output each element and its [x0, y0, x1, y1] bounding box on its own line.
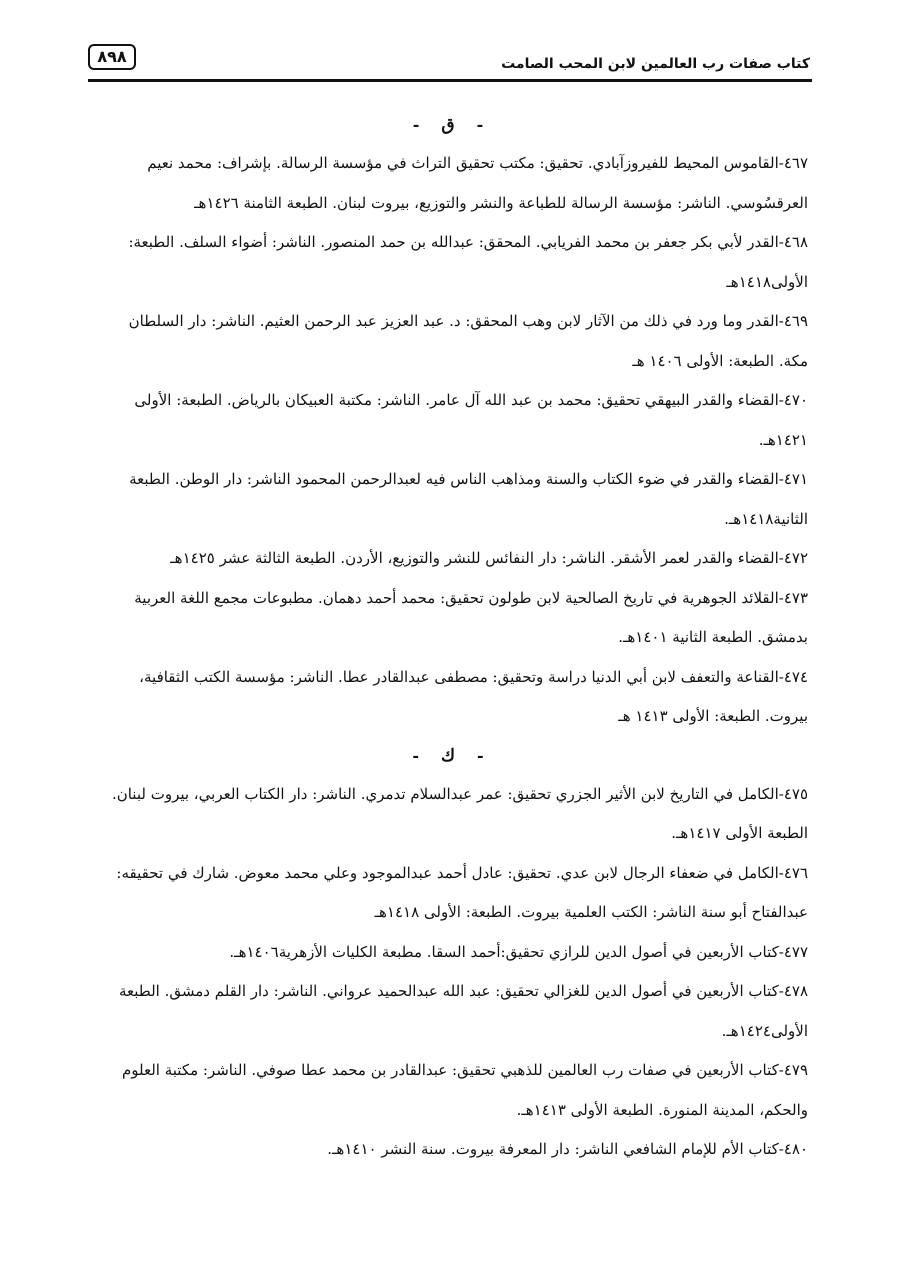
heading-dash: -: [412, 745, 419, 765]
reference-entry: [88, 223, 808, 302]
heading-dash: -: [476, 115, 484, 134]
reference-line-continued: بدمشق. الطبعة الثانية ١٤٠١هـ.: [618, 628, 808, 646]
bibliography-list: [88, 106, 808, 1170]
reference-line: ٤٨٠-كتاب الأم للإمام الشافعي الناشر: دار المعرفة بيروت. سنة النشر ١٤١٠هـ.: [327, 1140, 808, 1158]
reference-entry: [88, 658, 808, 737]
section-heading: [88, 737, 808, 775]
section-letter: ق: [441, 115, 455, 135]
reference-line-continued: بيروت. الطبعة: الأولى ١٤١٣ هـ: [618, 707, 808, 725]
reference-line-continued: الثانية١٤١٨هـ.: [724, 509, 808, 528]
section-letter: ك: [440, 745, 455, 766]
reference-line: ٤٧١-القضاء والقدر في ضوء الكتاب والسنة ومذاهب الناس فيه لعبدالرحمن المحمود الناشر: دار الوطن. الطبعة: [129, 470, 808, 488]
page-number: ٨٩٨: [88, 44, 136, 70]
reference-entry: [88, 854, 808, 933]
reference-line-continued: عبدالفتاح أبو سنة الناشر: الكتب العلمية بيروت. الطبعة: الأولى ١٤١٨هـ: [374, 903, 808, 921]
reference-line: ٤٦٩-القدر وما ورد في ذلك من الآثار لابن وهب المحقق: د. عبد العزيز عبد الرحمن العثيم. الناشر: دار السلطان: [128, 312, 808, 330]
reference-line: ٤٦٨-القدر لأبي بكر جعفر بن محمد الفريابي. المحقق: عبدالله بن حمد المنصور. الناشر: أضواء السلف. الطبعة:: [128, 233, 808, 251]
reference-line-continued: العرقسُوسي. الناشر: مؤسسة الرسالة للطباعة والنشر والتوزيع، بيروت لبنان. الطبعة الثامنة ١٤٢٦هـ: [194, 193, 808, 212]
reference-entry: [88, 775, 808, 854]
reference-entry: [88, 381, 808, 460]
reference-line: ٤٧٢-القضاء والقدر لعمر الأشقر. الناشر: دار النفائس للنشر والتوزيع، الأردن. الطبعة الثالثة عشر ١٤٢٥هـ: [170, 549, 808, 567]
reference-line: ٤٦٧-القاموس المحيط للفيروزآبادي. تحقيق: مكتب تحقيق التراث في مؤسسة الرسالة. بإشراف: محمد نعيم: [147, 154, 808, 172]
reference-line-continued: الأولى١٤١٨هـ: [726, 272, 808, 291]
reference-entry: [88, 144, 808, 223]
running-header: [88, 44, 812, 80]
reference-line-continued: والحكم، المدينة المنورة. الطبعة الأولى ١٤١٣هـ.: [516, 1100, 808, 1119]
section-heading: [88, 106, 808, 144]
reference-line: ٤٧٤-القناعة والتعفف لابن أبي الدنيا دراسة وتحقيق: مصطفى عبدالقادر عطا. الناشر: مؤسسة الكتب الثقافية،: [139, 667, 808, 686]
reference-line: ٤٧٥-الكامل في التاريخ لابن الأثير الجزري تحقيق: عمر عبدالسلام تدمري. الناشر: دار الكتاب العربي، بيروت لبنان.: [111, 784, 808, 803]
reference-line: ٤٧٠-القضاء والقدر البيهقي تحقيق: محمد بن عبد الله آل عامر. الناشر: مكتبة العبيكان بالرياض. الطبعة: الأولى: [134, 391, 808, 409]
reference-line: ٤٧٣-القلائد الجوهرية في تاريخ الصالحية لابن طولون تحقيق: محمد أحمد دهمان. مطبوعات مجمع اللغة العربية: [134, 588, 808, 607]
reference-line: ٤٧٨-كتاب الأربعين في أصول الدين للغزالي تحقيق: عبد الله عبدالحميد عرواني. الناشر: دار القلم دمشق. الطبعة: [118, 982, 808, 1000]
reference-entry: [88, 933, 808, 973]
reference-entry: [88, 579, 808, 658]
reference-line-continued: الطبعة الأولى ١٤١٧هـ.: [671, 824, 808, 842]
reference-line-continued: مكة. الطبعة: الأولى ١٤٠٦ هـ: [632, 351, 808, 370]
reference-line: ٤٧٦-الكامل في ضعفاء الرجال لابن عدي. تحقيق: عادل أحمد عبدالموجود وعلي محمد معوض. شارك في تحقيقه:: [116, 863, 808, 882]
header-divider: [88, 79, 812, 82]
reference-line: ٤٧٧-كتاب الأربعين في أصول الدين للرازي تحقيق:أحمد السقا. مطبعة الكليات الأزهرية١٤٠٦هـ.: [229, 942, 808, 961]
book-title: كتاب صفات رب العالمين لابن المحب الصامت: [501, 56, 810, 72]
reference-line-continued: الأولى١٤٢٤هـ.: [721, 1021, 808, 1040]
reference-entry: [88, 1130, 808, 1170]
reference-entry: [88, 972, 808, 1051]
reference-line-continued: ١٤٢١هـ.: [758, 430, 808, 449]
reference-line: ٤٧٩-كتاب الأربعين في صفات رب العالمين للذهبي تحقيق: عبدالقادر بن محمد عطا صوفي. الناشر: مكتبة العلوم: [121, 1061, 808, 1079]
reference-entry: [88, 539, 808, 579]
heading-dash: -: [477, 745, 484, 765]
reference-entry: [88, 460, 808, 539]
reference-entry: [88, 302, 808, 381]
reference-entry: [88, 1051, 808, 1130]
heading-dash: -: [412, 115, 420, 134]
